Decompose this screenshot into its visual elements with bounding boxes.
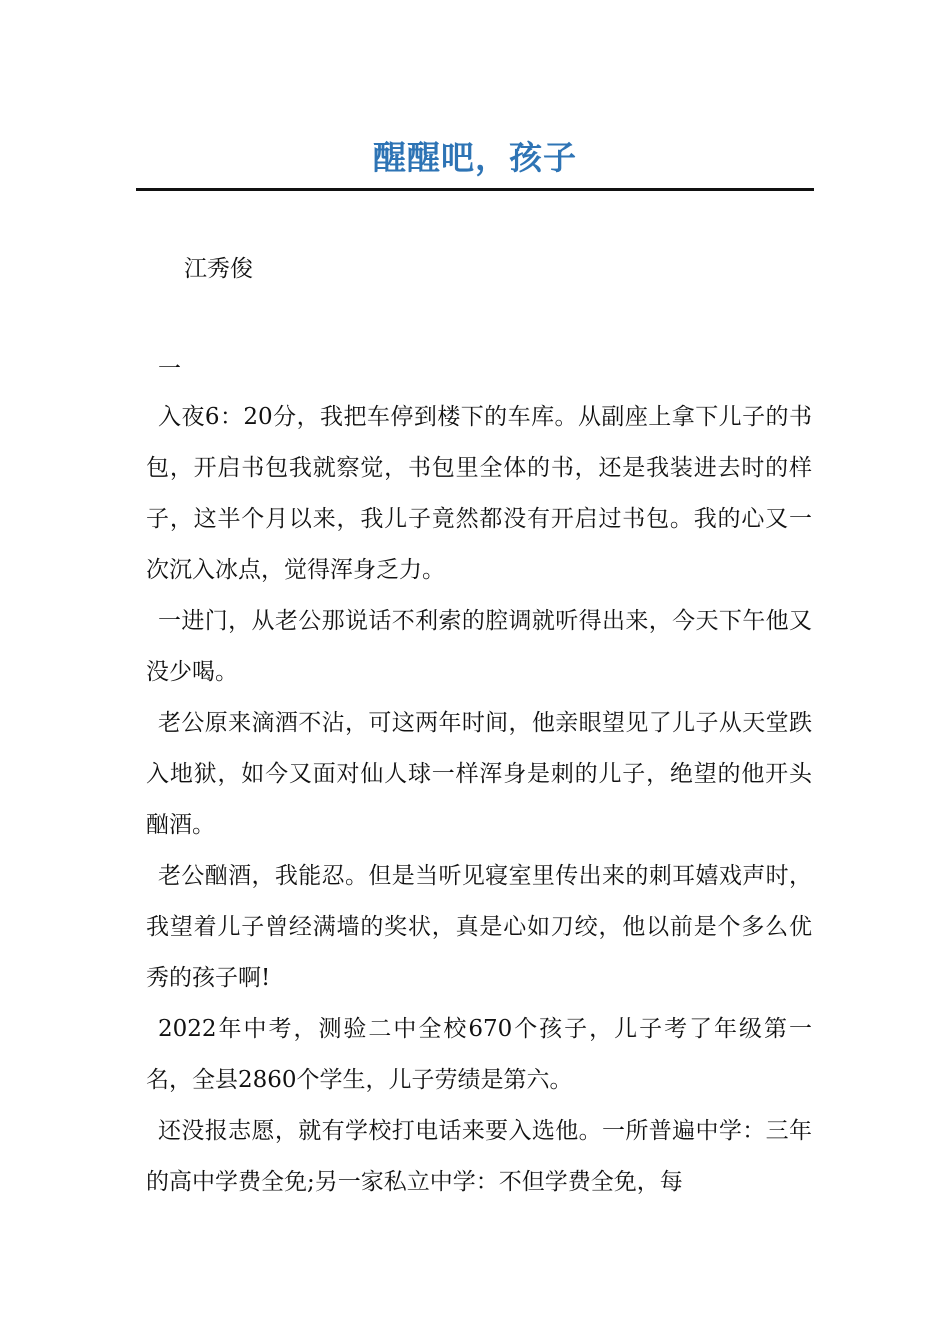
author-name: 江秀俊: [184, 256, 253, 282]
paragraph: 老公酗酒，我能忍。但是当听见寝室里传出来的刺耳嬉戏声时，我望着儿子曾经满墙的奖状，真是心如刀绞，他以前是个多么优秀的孩子啊!: [146, 863, 812, 991]
paragraph: 还没报志愿，就有学校打电话来要入选他。一所普遍中学：三年的高中学费全免;另一家私立中学：不但学费全免，每: [146, 1118, 812, 1195]
document-body: [146, 392, 812, 1208]
paragraph: 入夜6：20分，我把车停到楼下的车库。从副座上拿下儿子的书包，开启书包我就察觉，书包里全体的书，还是我装进去时的样子，这半个月以来，我儿子竟然都没有开启过书包。我的心又一次沉入冰点，觉得浑身乏力。: [146, 404, 812, 583]
paragraph: 老公原来滴酒不沾，可这两年时间，他亲眼望见了儿子从天堂跌入地狱，如今又面对仙人球一样浑身是刺的儿子，绝望的他开头酗酒。: [146, 710, 812, 838]
paragraph: 2022年中考，测验二中全校670个孩子，儿子考了年级第一名，全县2860个学生，儿子劳绩是第六。: [146, 1016, 812, 1093]
paragraph: 一进门，从老公那说话不利索的腔调就听得出来，今天下午他又没少喝。: [146, 608, 812, 685]
document-title: 醒醒吧，孩子: [373, 138, 577, 177]
title-divider: [136, 188, 814, 191]
section-number: 一: [158, 356, 181, 382]
